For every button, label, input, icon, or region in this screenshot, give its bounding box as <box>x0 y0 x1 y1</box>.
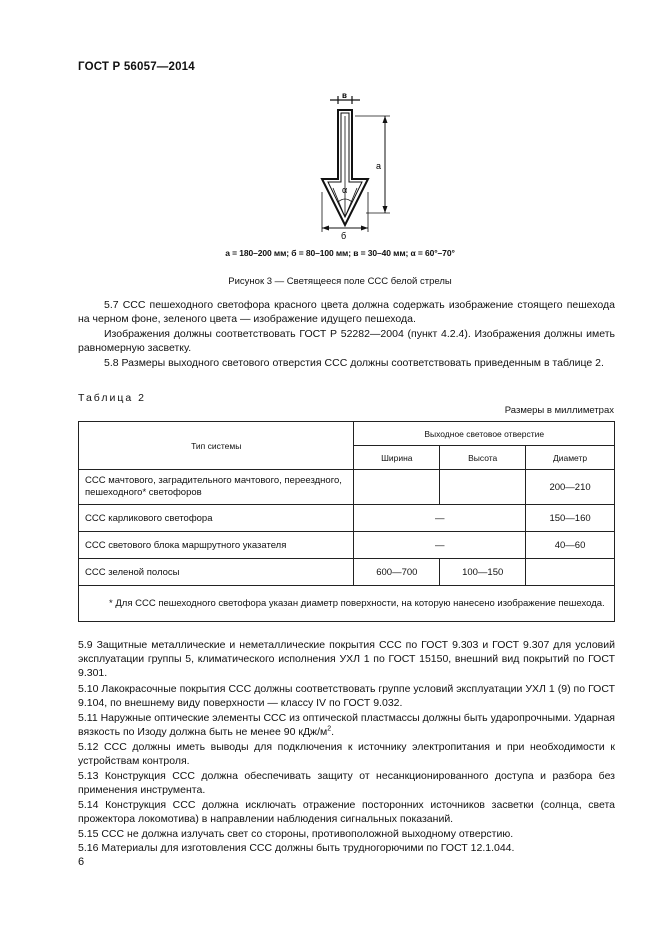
clause-5-15: 5.15 ССС не должна излучать свет со стороны, противоположной выходному отверстию. <box>78 828 514 840</box>
table-row <box>79 532 615 559</box>
cell-height <box>440 470 526 505</box>
clause-5-9: 5.9 Защитные металлические и неметаллические покрытия ССС по ГОСТ 9.303 и ГОСТ 9.307 для условий эксплуатации группы 5, климатического исполнения УХЛ 1 по ГОСТ 15150, внешний вид покрытий по ГОСТ 9.301. <box>78 639 615 680</box>
cell-diameter: 40—60 <box>526 532 615 559</box>
document-header: ГОСТ Р 56057—2014 <box>78 61 195 73</box>
cell-type: ССС светового блока маршрутного указателя <box>79 532 354 559</box>
table-row <box>79 505 615 532</box>
cell-type: ССС мачтового, заградительного мачтового, переездного, пешеходного* светофоров <box>79 470 354 505</box>
cell-diameter: 200—210 <box>526 470 615 505</box>
clause-5-11: 5.11 Наружные оптические элементы ССС из оптической пластмассы должны быть ударопрочными. Ударная вязкость по Изоду должна быть не менее 90 кДж/$м^2$. <box>78 712 615 739</box>
arrow-diagram <box>300 92 410 242</box>
table-footnote: * Для ССС пешеходного светофора указан диаметр поверхности, на которую нанесено изображение пешехода. <box>79 586 615 622</box>
th-diameter: Диаметр <box>526 446 615 470</box>
clause-5-14: 5.14 Конструкция ССС должна исключать отражение посторонних источников засветки (солнца, света прожектора локомотива) в направлении наблюдения сигнальных показаний. <box>78 799 615 826</box>
cell-width <box>354 470 440 505</box>
cell-type: ССС зеленой полосы <box>79 559 354 586</box>
clause-5-12: 5.12 ССС должны иметь выводы для подключения к источнику электропитания и при необходимости к устройствам контроля. <box>78 741 615 768</box>
figure-caption: Рисунок 3 — Светящееся поле ССС белой стрелы <box>228 276 452 287</box>
paragraph-5-8: 5.8 Размеры выходного светового отверстия ССС должны соответствовать приведенным в таблице 2. <box>104 357 604 369</box>
cell-height: 100—150 <box>440 559 526 586</box>
table-row <box>79 470 615 505</box>
table-units: Размеры в миллиметрах <box>504 405 614 416</box>
paragraph-5-7: 5.7 ССС пешеходного светофора красного цвета должна содержать изображение стоящего пешехода на черном фоне, зеленого цвета — изображение идущего пешехода. <box>78 299 615 326</box>
figure-dimensions: а = 180–200 мм; б = 80–100 мм; в = 30–40 мм; α = 60°–70° <box>225 248 455 258</box>
cell-width: 600—700 <box>354 559 440 586</box>
cell-type: ССС карликового светофора <box>79 505 354 532</box>
clause-5-13: 5.13 Конструкция ССС должна обеспечивать защиту от несанкционированного доступа и разбора без применения инструмента. <box>78 770 615 797</box>
table-label: Таблица 2 <box>78 392 146 404</box>
cell-diameter <box>526 559 615 586</box>
table-row <box>79 559 615 586</box>
page-number: 6 <box>78 856 85 868</box>
paragraph-images: Изображения должны соответствовать ГОСТ Р 52282—2004 (пункт 4.2.4). Изображения должны иметь равномерную засветку. <box>78 328 615 355</box>
th-width: Ширина <box>354 446 440 470</box>
cell-merged: — <box>354 505 526 532</box>
th-height: Высота <box>440 446 526 470</box>
cell-merged: — <box>354 532 526 559</box>
label-b-top: в <box>342 92 347 100</box>
label-a: а <box>376 161 382 171</box>
clause-5-10: 5.10 Лакокрасочные покрытия ССС должны соответствовать группе условий эксплуатации УХЛ 1 (9) по ГОСТ 9.104, по внешнему виду поверхности — классу IV по ГОСТ 9.032. <box>78 683 615 710</box>
dimensions-table <box>78 421 615 622</box>
th-aperture: Выходное световое отверстие <box>354 422 615 446</box>
cell-diameter: 150—160 <box>526 505 615 532</box>
th-system-type: Тип системы <box>79 422 354 470</box>
clause-5-16: 5.16 Материалы для изготовления ССС должны быть трудногорючими по ГОСТ 12.1.044. <box>78 842 515 854</box>
label-b-bottom: б <box>341 231 347 241</box>
label-alpha: α <box>342 185 348 195</box>
table-footnote-row <box>79 586 615 622</box>
